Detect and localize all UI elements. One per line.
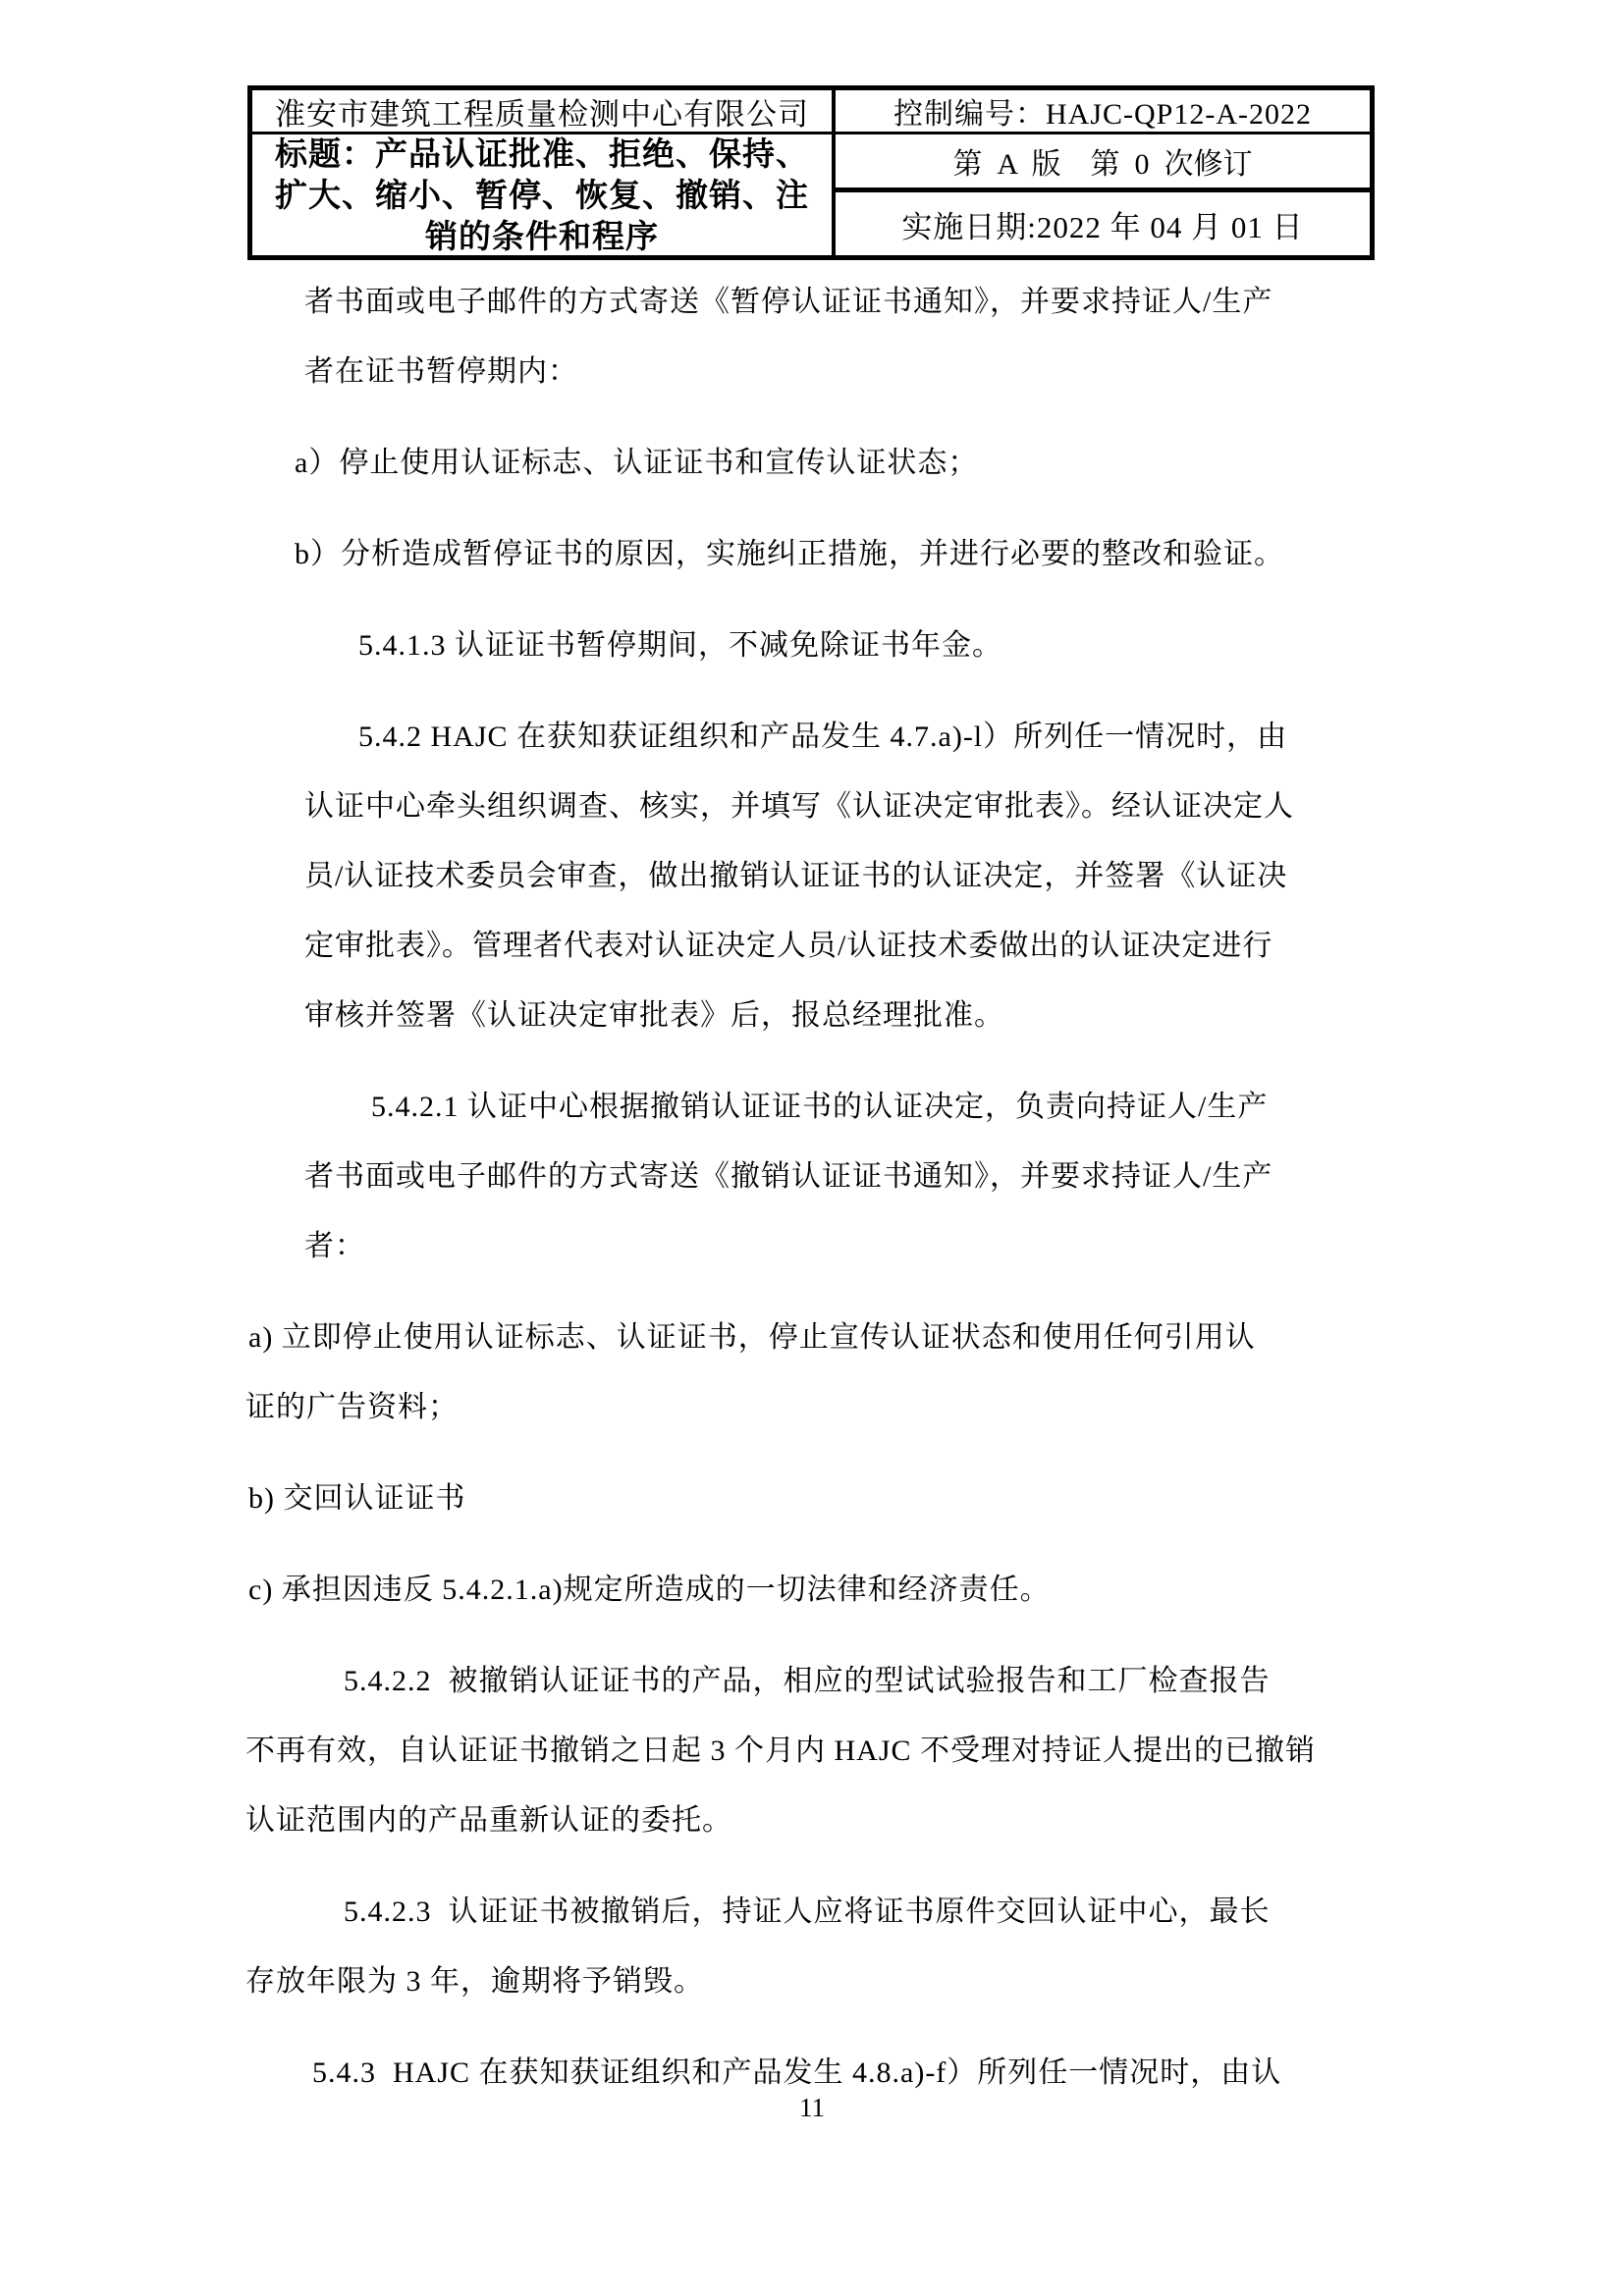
body-line: 审核并签署《认证决定审批表》后，报总经理批准。 bbox=[304, 999, 1004, 1032]
body-line: 5.4.2 HAJC 在获知获证组织和产品发生 4.7.a)-l）所列任一情况时，由 bbox=[358, 721, 1288, 753]
body-line: 存放年限为 3 年，逾期将予销毁。 bbox=[245, 1965, 704, 1998]
body-line: 5.4.2.3 认证证书被撤销后，持证人应将证书原件交回认证中心，最长 bbox=[344, 1896, 1271, 1928]
page-number: 11 bbox=[799, 2093, 825, 2122]
document-title: 标题：产品认证批准、拒绝、保持、扩大、缩小、暂停、恢复、撤销、注销的条件和程序 bbox=[252, 134, 836, 255]
body-line: 不再有效，自认证证书撤销之日起 3 个月内 HAJC 不受理对持证人提出的已撤销 bbox=[245, 1735, 1317, 1767]
company-name: 淮安市建筑工程质量检测中心有限公司 bbox=[252, 90, 836, 134]
body-line: 5.4.2.2 被撤销认证证书的产品，相应的型试试验报告和工厂检查报告 bbox=[344, 1665, 1271, 1697]
body-line: 员/认证技术委员会审查，做出撤销认证证书的认证决定，并签署《认证决 bbox=[304, 860, 1288, 892]
body-line: 者在证书暂停期内： bbox=[304, 355, 578, 388]
implementation-date: 实施日期:2022 年 04 月 01 日 bbox=[901, 209, 1304, 244]
body-line: 者书面或电子邮件的方式寄送《暂停认证证书通知》，并要求持证人/生产 bbox=[304, 286, 1273, 318]
body-line: a) 立即停止使用认证标志、认证证书，停止宣传认证状态和使用任何引用认 bbox=[248, 1321, 1256, 1354]
body-line: 者书面或电子邮件的方式寄送《撤销认证证书通知》，并要求持证人/生产 bbox=[304, 1160, 1273, 1193]
body-line: 认证中心牵头组织调查、核实，并填写《认证决定审批表》。经认证决定人 bbox=[304, 790, 1294, 823]
document-body bbox=[245, 267, 1384, 2108]
body-line: 5.4.1.3 认证证书暂停期间，不减免除证书年金。 bbox=[358, 629, 1002, 662]
version-revision: 第 A 版 第 0 次修订 bbox=[836, 134, 1370, 192]
body-line: 5.4.2.1 认证中心根据撤销认证证书的认证决定，负责向持证人/生产 bbox=[371, 1091, 1269, 1123]
body-line: 认证范围内的产品重新认证的委托。 bbox=[245, 1804, 732, 1837]
body-line: b）分析造成暂停证书的原因，实施纠正措施，并进行必要的整改和验证。 bbox=[295, 538, 1284, 570]
header-table bbox=[247, 85, 1375, 260]
body-line: b) 交回认证证书 bbox=[248, 1482, 466, 1515]
body-line: 5.4.3 HAJC 在获知获证组织和产品发生 4.8.a)-f）所列任一情况时，由认 bbox=[312, 2056, 1282, 2089]
body-line: 定审批表》。管理者代表对认证决定人员/认证技术委做出的认证决定进行 bbox=[304, 930, 1273, 962]
body-line: c) 承担因违反 5.4.2.1.a)规定所造成的一切法律和经济责任。 bbox=[248, 1574, 1051, 1606]
body-line: 者： bbox=[304, 1230, 365, 1262]
body-line: a）停止使用认证标志、认证证书和宣传认证状态； bbox=[295, 447, 979, 479]
control-number: 控制编号：HAJC-QP12-A-2022 bbox=[836, 90, 1370, 134]
body-line: 证的广告资料； bbox=[245, 1391, 459, 1423]
